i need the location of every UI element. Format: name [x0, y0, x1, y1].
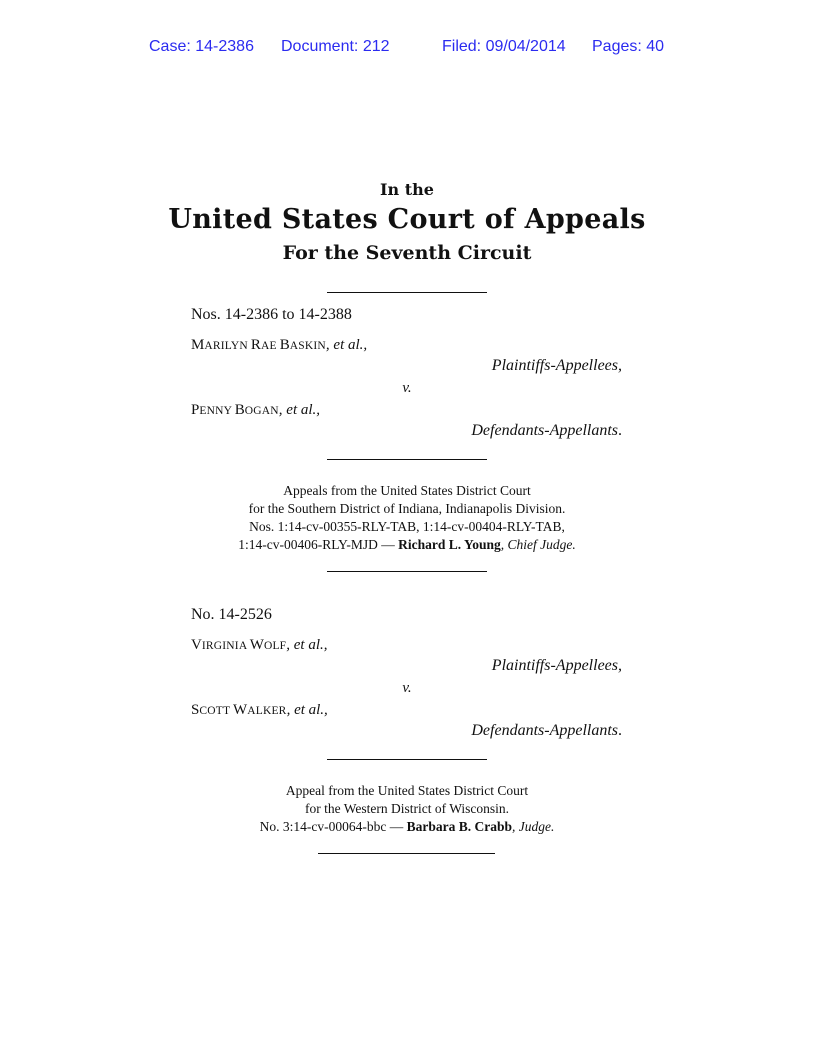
page-count-stamp: Pages: 40 [592, 38, 665, 55]
court-title: United States Court of Appeals [168, 204, 646, 235]
divider [327, 759, 487, 760]
defendant-role: Defendants-Appellants. [471, 422, 622, 439]
defendant-name: PENNY BOGAN, et al., [191, 402, 321, 418]
defendant-role: Defendants-Appellants. [471, 722, 622, 739]
plaintiff-role: Plaintiffs-Appellees, [491, 657, 622, 674]
document-number-stamp: Document: 212 [281, 38, 390, 55]
court-circuit: For the Seventh Circuit [282, 242, 532, 264]
appeal-info: Appeal from the United States District Court for the Western District of Wisconsin. No. 3:14-cv-00064-bbc — Barbara B. Crabb, Judge. [259, 783, 555, 834]
versus: v. [402, 380, 412, 396]
plaintiff-name: VIRGINIA WOLF, et al., [191, 637, 328, 653]
divider [327, 292, 487, 293]
divider [327, 459, 487, 460]
appeal-info: Appeals from the United States District Court for the Southern District of Indiana, Indianapolis Division. Nos. 1:14-cv-00355-RLY-TAB, 1:14-cv-00404-RLY-TAB, 1:14-cv-00406-RLY-MJD — Richard L. Young, Chief Judge. [238, 483, 576, 552]
divider [327, 571, 487, 572]
plaintiff-role: Plaintiffs-Appellees, [491, 357, 622, 374]
court-title-prefix: In the [380, 180, 434, 199]
case-numbers: Nos. 14-2386 to 14-2388 [191, 306, 352, 323]
defendant-name: SCOTT WALKER, et al., [191, 702, 328, 718]
versus: v. [402, 680, 412, 696]
filed-date-stamp: Filed: 09/04/2014 [442, 38, 566, 55]
case-number-stamp: Case: 14-2386 [149, 38, 254, 55]
divider [318, 853, 495, 854]
case-numbers: No. 14-2526 [191, 606, 272, 623]
plaintiff-name: MARILYN RAE BASKIN, et al., [191, 337, 368, 353]
